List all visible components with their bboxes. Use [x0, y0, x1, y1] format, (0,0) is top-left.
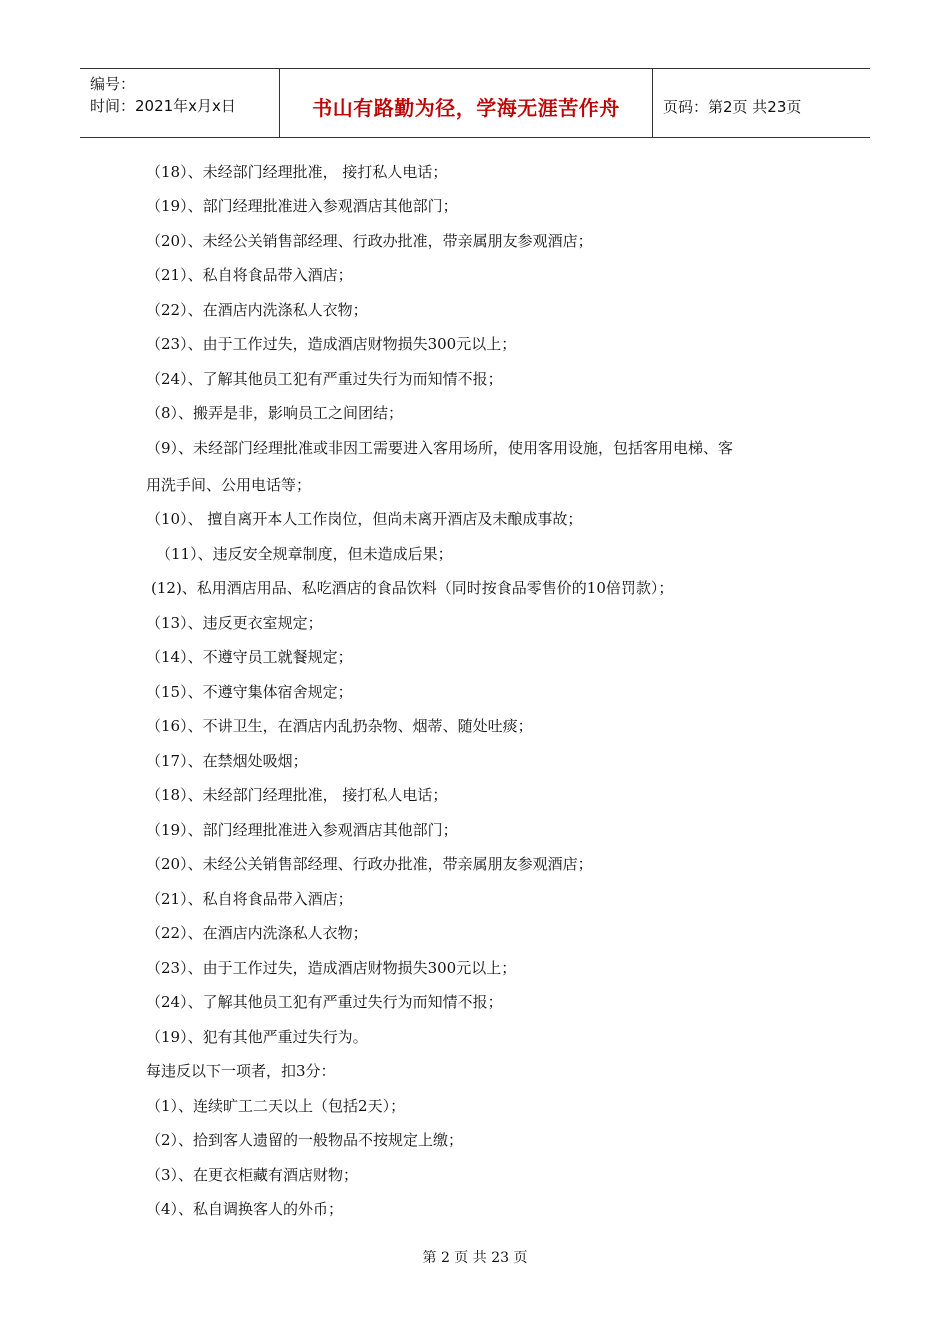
- body-line: （19）、犯有其他严重过失行为。: [146, 1028, 368, 1046]
- body-line: （18）、未经部门经理批准， 接打私人电话；: [146, 163, 448, 181]
- page-footer: 第 2 页 共 23 页: [422, 1250, 528, 1266]
- header-motto-cell: [280, 69, 653, 137]
- body-line: （24）、了解其他员工犯有严重过失行为而知情不报；: [146, 370, 503, 388]
- body-line: （14）、不遵守员工就餐规定；: [146, 648, 353, 666]
- body-line: （21）、私自将食品带入酒店；: [146, 890, 353, 908]
- body-line: （2）、拾到客人遗留的一般物品不按规定上缴；: [146, 1131, 464, 1149]
- body-line: (12)、私用酒店用品、私吃酒店的食品饮料（同时按食品零售价的10倍罚款）；: [151, 579, 674, 597]
- body-line: （20）、未经公关销售部经理、行政办批准，带亲属朋友参观酒店；: [146, 855, 593, 873]
- body-line: （16）、不讲卫生，在酒店内乱扔杂物、烟蒂、随处吐痰；: [146, 717, 533, 735]
- body-line: （13）、违反更衣室规定；: [146, 614, 323, 632]
- body-line: 每违反以下一项者，扣3分：: [146, 1062, 336, 1080]
- header-page-info: 页码：第2页 共23页: [663, 97, 802, 116]
- body-line: （19）、部门经理批准进入参观酒店其他部门；: [146, 821, 458, 839]
- body-line: （11）、违反安全规章制度，但未造成后果；: [156, 545, 453, 563]
- header-meta: [80, 69, 280, 137]
- body-line: （10）、 擅自离开本人工作岗位，但尚未离开酒店及未酿成事故；: [146, 510, 583, 528]
- body-line: （22）、在酒店内洗涤私人衣物；: [146, 301, 368, 319]
- body-line: （1）、连续旷工二天以上（包括2天）；: [146, 1097, 406, 1115]
- body-line: （24）、了解其他员工犯有严重过失行为而知情不报；: [146, 993, 503, 1011]
- document-time-label: 时间：2021年x月x日: [90, 97, 236, 115]
- body-line: （19）、部门经理批准进入参观酒店其他部门；: [146, 197, 458, 215]
- body-line: （21）、私自将食品带入酒店；: [146, 266, 353, 284]
- page-header: [80, 68, 870, 138]
- body-line: （22）、在酒店内洗涤私人衣物；: [146, 924, 368, 942]
- body-line: （23）、由于工作过失，造成酒店财物损失300元以上；: [146, 335, 517, 353]
- body-line: （15）、不遵守集体宿舍规定；: [146, 683, 353, 701]
- body-line: （23）、由于工作过失，造成酒店财物损失300元以上；: [146, 959, 517, 977]
- body-line: （9）、未经部门经理批准或非因工需要进入客用场所，使用客用设施，包括客用电梯、客: [146, 439, 734, 457]
- body-line: （8）、搬弄是非，影响员工之间团结；: [146, 404, 404, 422]
- body-line: （3）、在更衣柜藏有酒店财物；: [146, 1166, 359, 1184]
- body-line: （17）、在禁烟处吸烟；: [146, 752, 308, 770]
- body-line: （20）、未经公关销售部经理、行政办批准，带亲属朋友参观酒店；: [146, 232, 593, 250]
- header-motto: 书山有路勤为径，学海无涯苦作舟: [312, 95, 620, 120]
- body-line: （18）、未经部门经理批准， 接打私人电话；: [146, 786, 448, 804]
- body-line: 用洗手间、公用电话等；: [146, 476, 312, 494]
- document-number-label: 编号：: [90, 75, 136, 93]
- body-line: （4）、私自调换客人的外币；: [146, 1200, 344, 1218]
